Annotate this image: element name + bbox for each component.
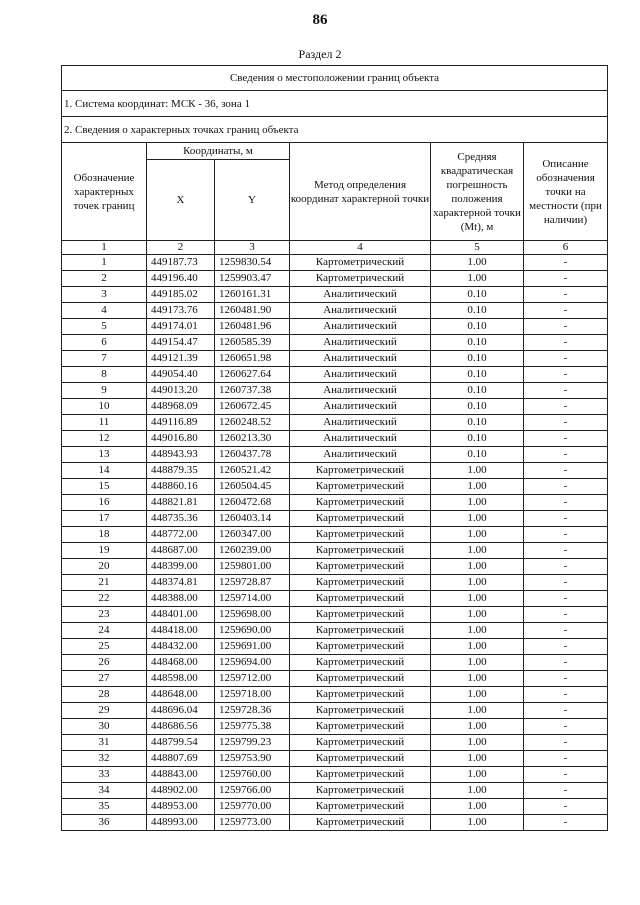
description-cell: - [524,767,608,783]
description-cell: - [524,799,608,815]
x-coordinate-cell: 448821.81 [147,495,215,511]
method-cell: Аналитический [290,415,431,431]
method-cell: Аналитический [290,399,431,415]
description-cell: - [524,319,608,335]
method-cell: Картометрический [290,591,431,607]
point-number-cell: 30 [62,719,147,735]
description-cell: - [524,703,608,719]
y-coordinate-cell: 1260403.14 [215,511,290,527]
column-number: 1 [62,241,147,255]
method-cell: Картометрический [290,799,431,815]
method-cell: Аналитический [290,287,431,303]
page-number: 86 [312,12,328,28]
y-coordinate-cell: 1259714.00 [215,591,290,607]
error-cell: 1.00 [431,671,524,687]
error-cell: 1.00 [431,543,524,559]
point-number-cell: 27 [62,671,147,687]
description-cell: - [524,255,608,271]
description-cell: - [524,735,608,751]
method-cell: Картометрический [290,479,431,495]
column-number: 3 [215,241,290,255]
y-coordinate-cell: 1259718.00 [215,687,290,703]
error-cell: 0.10 [431,351,524,367]
method-cell: Картометрический [290,687,431,703]
table-row [62,575,608,591]
description-cell: - [524,335,608,351]
point-number-cell: 26 [62,655,147,671]
method-cell: Картометрический [290,639,431,655]
y-coordinate-cell: 1260521.42 [215,463,290,479]
error-cell: 0.10 [431,367,524,383]
table-row [62,319,608,335]
point-number-cell: 18 [62,527,147,543]
description-cell: - [524,623,608,639]
error-cell: 1.00 [431,559,524,575]
error-cell: 1.00 [431,767,524,783]
point-number-cell: 5 [62,319,147,335]
x-coordinate-cell: 449016.80 [147,431,215,447]
point-number-cell: 8 [62,367,147,383]
table-row [62,703,608,719]
table-row [62,799,608,815]
x-coordinate-cell: 449196.40 [147,271,215,287]
x-coordinate-cell: 448943.93 [147,447,215,463]
table-row [62,367,608,383]
error-cell: 1.00 [431,607,524,623]
y-coordinate-cell: 1260737.38 [215,383,290,399]
table-row [62,527,608,543]
description-cell: - [524,607,608,623]
x-coordinate-cell: 448953.00 [147,799,215,815]
method-cell: Картометрический [290,783,431,799]
x-coordinate-cell: 448374.81 [147,575,215,591]
x-coordinate-cell: 449154.47 [147,335,215,351]
description-cell: - [524,575,608,591]
y-coordinate-cell: 1259690.00 [215,623,290,639]
y-coordinate-cell: 1260481.90 [215,303,290,319]
method-cell: Картометрический [290,815,431,831]
method-cell: Картометрический [290,495,431,511]
y-coordinate-cell: 1259698.00 [215,607,290,623]
description-cell: - [524,303,608,319]
error-cell: 1.00 [431,271,524,287]
column-number: 4 [290,241,431,255]
table-row [62,463,608,479]
point-number-cell: 4 [62,303,147,319]
table-row [62,303,608,319]
table-row [62,383,608,399]
description-cell: - [524,783,608,799]
y-coordinate-cell: 1259712.00 [215,671,290,687]
y-coordinate-cell: 1260213.30 [215,431,290,447]
point-number-cell: 28 [62,687,147,703]
x-coordinate-cell: 448696.04 [147,703,215,719]
method-cell: Аналитический [290,303,431,319]
y-coordinate-cell: 1260672.45 [215,399,290,415]
point-number-cell: 7 [62,351,147,367]
x-coordinate-cell: 448902.00 [147,783,215,799]
table-row [62,783,608,799]
method-cell: Картометрический [290,543,431,559]
method-cell: Картометрический [290,655,431,671]
y-coordinate-cell: 1259903.47 [215,271,290,287]
error-cell: 0.10 [431,335,524,351]
column-number-row [62,241,608,255]
y-coordinate-cell: 1259773.00 [215,815,290,831]
y-coordinate-cell: 1260627.64 [215,367,290,383]
y-coordinate-cell: 1260481.96 [215,319,290,335]
x-coordinate-cell: 448401.00 [147,607,215,623]
point-number-cell: 25 [62,639,147,655]
method-cell: Картометрический [290,527,431,543]
method-cell: Картометрический [290,735,431,751]
description-cell: - [524,655,608,671]
method-cell: Картометрический [290,271,431,287]
table-row [62,751,608,767]
description-cell: - [524,447,608,463]
method-cell: Картометрический [290,671,431,687]
x-coordinate-cell: 449116.89 [147,415,215,431]
error-cell: 0.10 [431,399,524,415]
method-cell: Картометрический [290,463,431,479]
x-coordinate-cell: 448598.00 [147,671,215,687]
method-cell: Картометрический [290,575,431,591]
y-coordinate-cell: 1260161.31 [215,287,290,303]
table-row [62,623,608,639]
method-cell: Картометрический [290,751,431,767]
x-coordinate-cell: 449185.02 [147,287,215,303]
x-coordinate-cell: 448418.00 [147,623,215,639]
method-cell: Картометрический [290,255,431,271]
description-cell: - [524,671,608,687]
error-cell: 1.00 [431,799,524,815]
y-coordinate-cell: 1259694.00 [215,655,290,671]
description-cell: - [524,399,608,415]
y-coordinate-cell: 1260347.00 [215,527,290,543]
y-coordinate-cell: 1259691.00 [215,639,290,655]
error-cell: 1.00 [431,575,524,591]
point-number-cell: 23 [62,607,147,623]
error-cell: 1.00 [431,815,524,831]
table-row [62,767,608,783]
x-coordinate-cell: 449121.39 [147,351,215,367]
error-cell: 1.00 [431,511,524,527]
header-coordinates: Координаты, м [147,143,290,160]
x-coordinate-cell: 448735.36 [147,511,215,527]
points-section-title: 2. Сведения о характерных точках границ объекта [62,117,608,143]
x-coordinate-cell: 448468.00 [147,655,215,671]
point-number-cell: 17 [62,511,147,527]
description-cell: - [524,639,608,655]
point-number-cell: 10 [62,399,147,415]
error-cell: 1.00 [431,623,524,639]
y-coordinate-cell: 1260472.68 [215,495,290,511]
point-number-cell: 13 [62,447,147,463]
table-row [62,671,608,687]
section-title: Раздел 2 [298,47,342,61]
y-coordinate-cell: 1259775.38 [215,719,290,735]
point-number-cell: 11 [62,415,147,431]
y-coordinate-cell: 1259753.90 [215,751,290,767]
method-cell: Аналитический [290,319,431,335]
error-cell: 1.00 [431,479,524,495]
point-number-cell: 20 [62,559,147,575]
table-row [62,495,608,511]
x-coordinate-cell: 448399.00 [147,559,215,575]
error-cell: 1.00 [431,751,524,767]
description-cell: - [524,527,608,543]
table-row [62,287,608,303]
point-number-cell: 31 [62,735,147,751]
error-cell: 1.00 [431,463,524,479]
column-number: 2 [147,241,215,255]
description-cell: - [524,463,608,479]
x-coordinate-cell: 448807.69 [147,751,215,767]
x-coordinate-cell: 448432.00 [147,639,215,655]
y-coordinate-cell: 1259728.36 [215,703,290,719]
error-cell: 0.10 [431,447,524,463]
point-number-cell: 9 [62,383,147,399]
y-coordinate-cell: 1259728.87 [215,575,290,591]
error-cell: 1.00 [431,591,524,607]
table-row [62,655,608,671]
table-row [62,559,608,575]
x-coordinate-cell: 449174.01 [147,319,215,335]
description-cell: - [524,495,608,511]
table-row [62,511,608,527]
header-method: Метод определения координат характерной точки [290,143,431,241]
table-row [62,255,608,271]
y-coordinate-cell: 1259801.00 [215,559,290,575]
error-cell: 1.00 [431,735,524,751]
table-row [62,543,608,559]
table-row [62,735,608,751]
method-cell: Картометрический [290,703,431,719]
table-row [62,431,608,447]
point-number-cell: 12 [62,431,147,447]
point-number-cell: 34 [62,783,147,799]
y-coordinate-cell: 1259766.00 [215,783,290,799]
point-number-cell: 14 [62,463,147,479]
table-row [62,687,608,703]
point-number-cell: 15 [62,479,147,495]
description-cell: - [524,687,608,703]
description-cell: - [524,383,608,399]
y-coordinate-cell: 1259770.00 [215,799,290,815]
x-coordinate-cell: 448968.09 [147,399,215,415]
description-cell: - [524,591,608,607]
point-number-cell: 19 [62,543,147,559]
x-coordinate-cell: 448772.00 [147,527,215,543]
error-cell: 1.00 [431,255,524,271]
x-coordinate-cell: 448799.54 [147,735,215,751]
error-cell: 1.00 [431,527,524,543]
method-cell: Аналитический [290,367,431,383]
x-coordinate-cell: 448860.16 [147,479,215,495]
x-coordinate-cell: 448687.00 [147,543,215,559]
method-cell: Аналитический [290,335,431,351]
point-number-cell: 29 [62,703,147,719]
x-coordinate-cell: 449013.20 [147,383,215,399]
x-coordinate-cell: 449187.73 [147,255,215,271]
point-number-cell: 35 [62,799,147,815]
point-number-cell: 3 [62,287,147,303]
error-cell: 0.10 [431,319,524,335]
table-row [62,351,608,367]
method-cell: Аналитический [290,351,431,367]
description-cell: - [524,367,608,383]
description-cell: - [524,431,608,447]
x-coordinate-cell: 448879.35 [147,463,215,479]
point-number-cell: 33 [62,767,147,783]
error-cell: 1.00 [431,655,524,671]
table-row [62,719,608,735]
description-cell: - [524,719,608,735]
x-coordinate-cell: 448686.56 [147,719,215,735]
table-row [62,479,608,495]
error-cell: 0.10 [431,431,524,447]
description-cell: - [524,271,608,287]
boundary-points-table [61,65,608,831]
column-number: 5 [431,241,524,255]
error-cell: 0.10 [431,415,524,431]
description-cell: - [524,815,608,831]
point-number-cell: 24 [62,623,147,639]
error-cell: 1.00 [431,703,524,719]
x-coordinate-cell: 448843.00 [147,767,215,783]
error-cell: 1.00 [431,687,524,703]
table-row [62,447,608,463]
error-cell: 1.00 [431,783,524,799]
table-row [62,607,608,623]
point-number-cell: 22 [62,591,147,607]
error-cell: 0.10 [431,287,524,303]
header-description: Описание обозначения точки на местности (при наличии) [524,143,608,241]
method-cell: Картометрический [290,559,431,575]
point-number-cell: 1 [62,255,147,271]
method-cell: Картометрический [290,511,431,527]
point-number-cell: 2 [62,271,147,287]
error-cell: 1.00 [431,639,524,655]
description-cell: - [524,511,608,527]
table-row [62,415,608,431]
x-coordinate-cell: 448388.00 [147,591,215,607]
point-number-cell: 32 [62,751,147,767]
description-cell: - [524,287,608,303]
description-cell: - [524,751,608,767]
y-coordinate-cell: 1259760.00 [215,767,290,783]
table-row [62,399,608,415]
y-coordinate-cell: 1260239.00 [215,543,290,559]
error-cell: 1.00 [431,719,524,735]
method-cell: Аналитический [290,447,431,463]
header-y: Y [215,160,290,241]
y-coordinate-cell: 1259830.54 [215,255,290,271]
x-coordinate-cell: 449054.40 [147,367,215,383]
error-cell: 1.00 [431,495,524,511]
table-title: Сведения о местоположении границ объекта [62,66,608,91]
y-coordinate-cell: 1260437.78 [215,447,290,463]
x-coordinate-cell: 448993.00 [147,815,215,831]
header-x: X [147,160,215,241]
point-number-cell: 6 [62,335,147,351]
point-number-cell: 36 [62,815,147,831]
method-cell: Картометрический [290,623,431,639]
x-coordinate-cell: 448648.00 [147,687,215,703]
y-coordinate-cell: 1259799.23 [215,735,290,751]
description-cell: - [524,559,608,575]
table-row [62,271,608,287]
table-row [62,335,608,351]
table-row [62,639,608,655]
table-row [62,815,608,831]
description-cell: - [524,415,608,431]
error-cell: 0.10 [431,383,524,399]
y-coordinate-cell: 1260585.39 [215,335,290,351]
point-number-cell: 21 [62,575,147,591]
x-coordinate-cell: 449173.76 [147,303,215,319]
header-error: Средняя квадратическая погрешность положения характерной точки (Mt), м [431,143,524,241]
method-cell: Аналитический [290,431,431,447]
error-cell: 0.10 [431,303,524,319]
description-cell: - [524,543,608,559]
y-coordinate-cell: 1260504.45 [215,479,290,495]
description-cell: - [524,351,608,367]
y-coordinate-cell: 1260651.98 [215,351,290,367]
method-cell: Аналитический [290,383,431,399]
point-number-cell: 16 [62,495,147,511]
column-number: 6 [524,241,608,255]
table-row [62,591,608,607]
description-cell: - [524,479,608,495]
method-cell: Картометрический [290,767,431,783]
y-coordinate-cell: 1260248.52 [215,415,290,431]
header-point-label: Обозначение характерных точек границ [62,143,147,241]
method-cell: Картометрический [290,719,431,735]
method-cell: Картометрический [290,607,431,623]
coordinate-system: 1. Система координат: МСК - 36, зона 1 [62,91,608,117]
